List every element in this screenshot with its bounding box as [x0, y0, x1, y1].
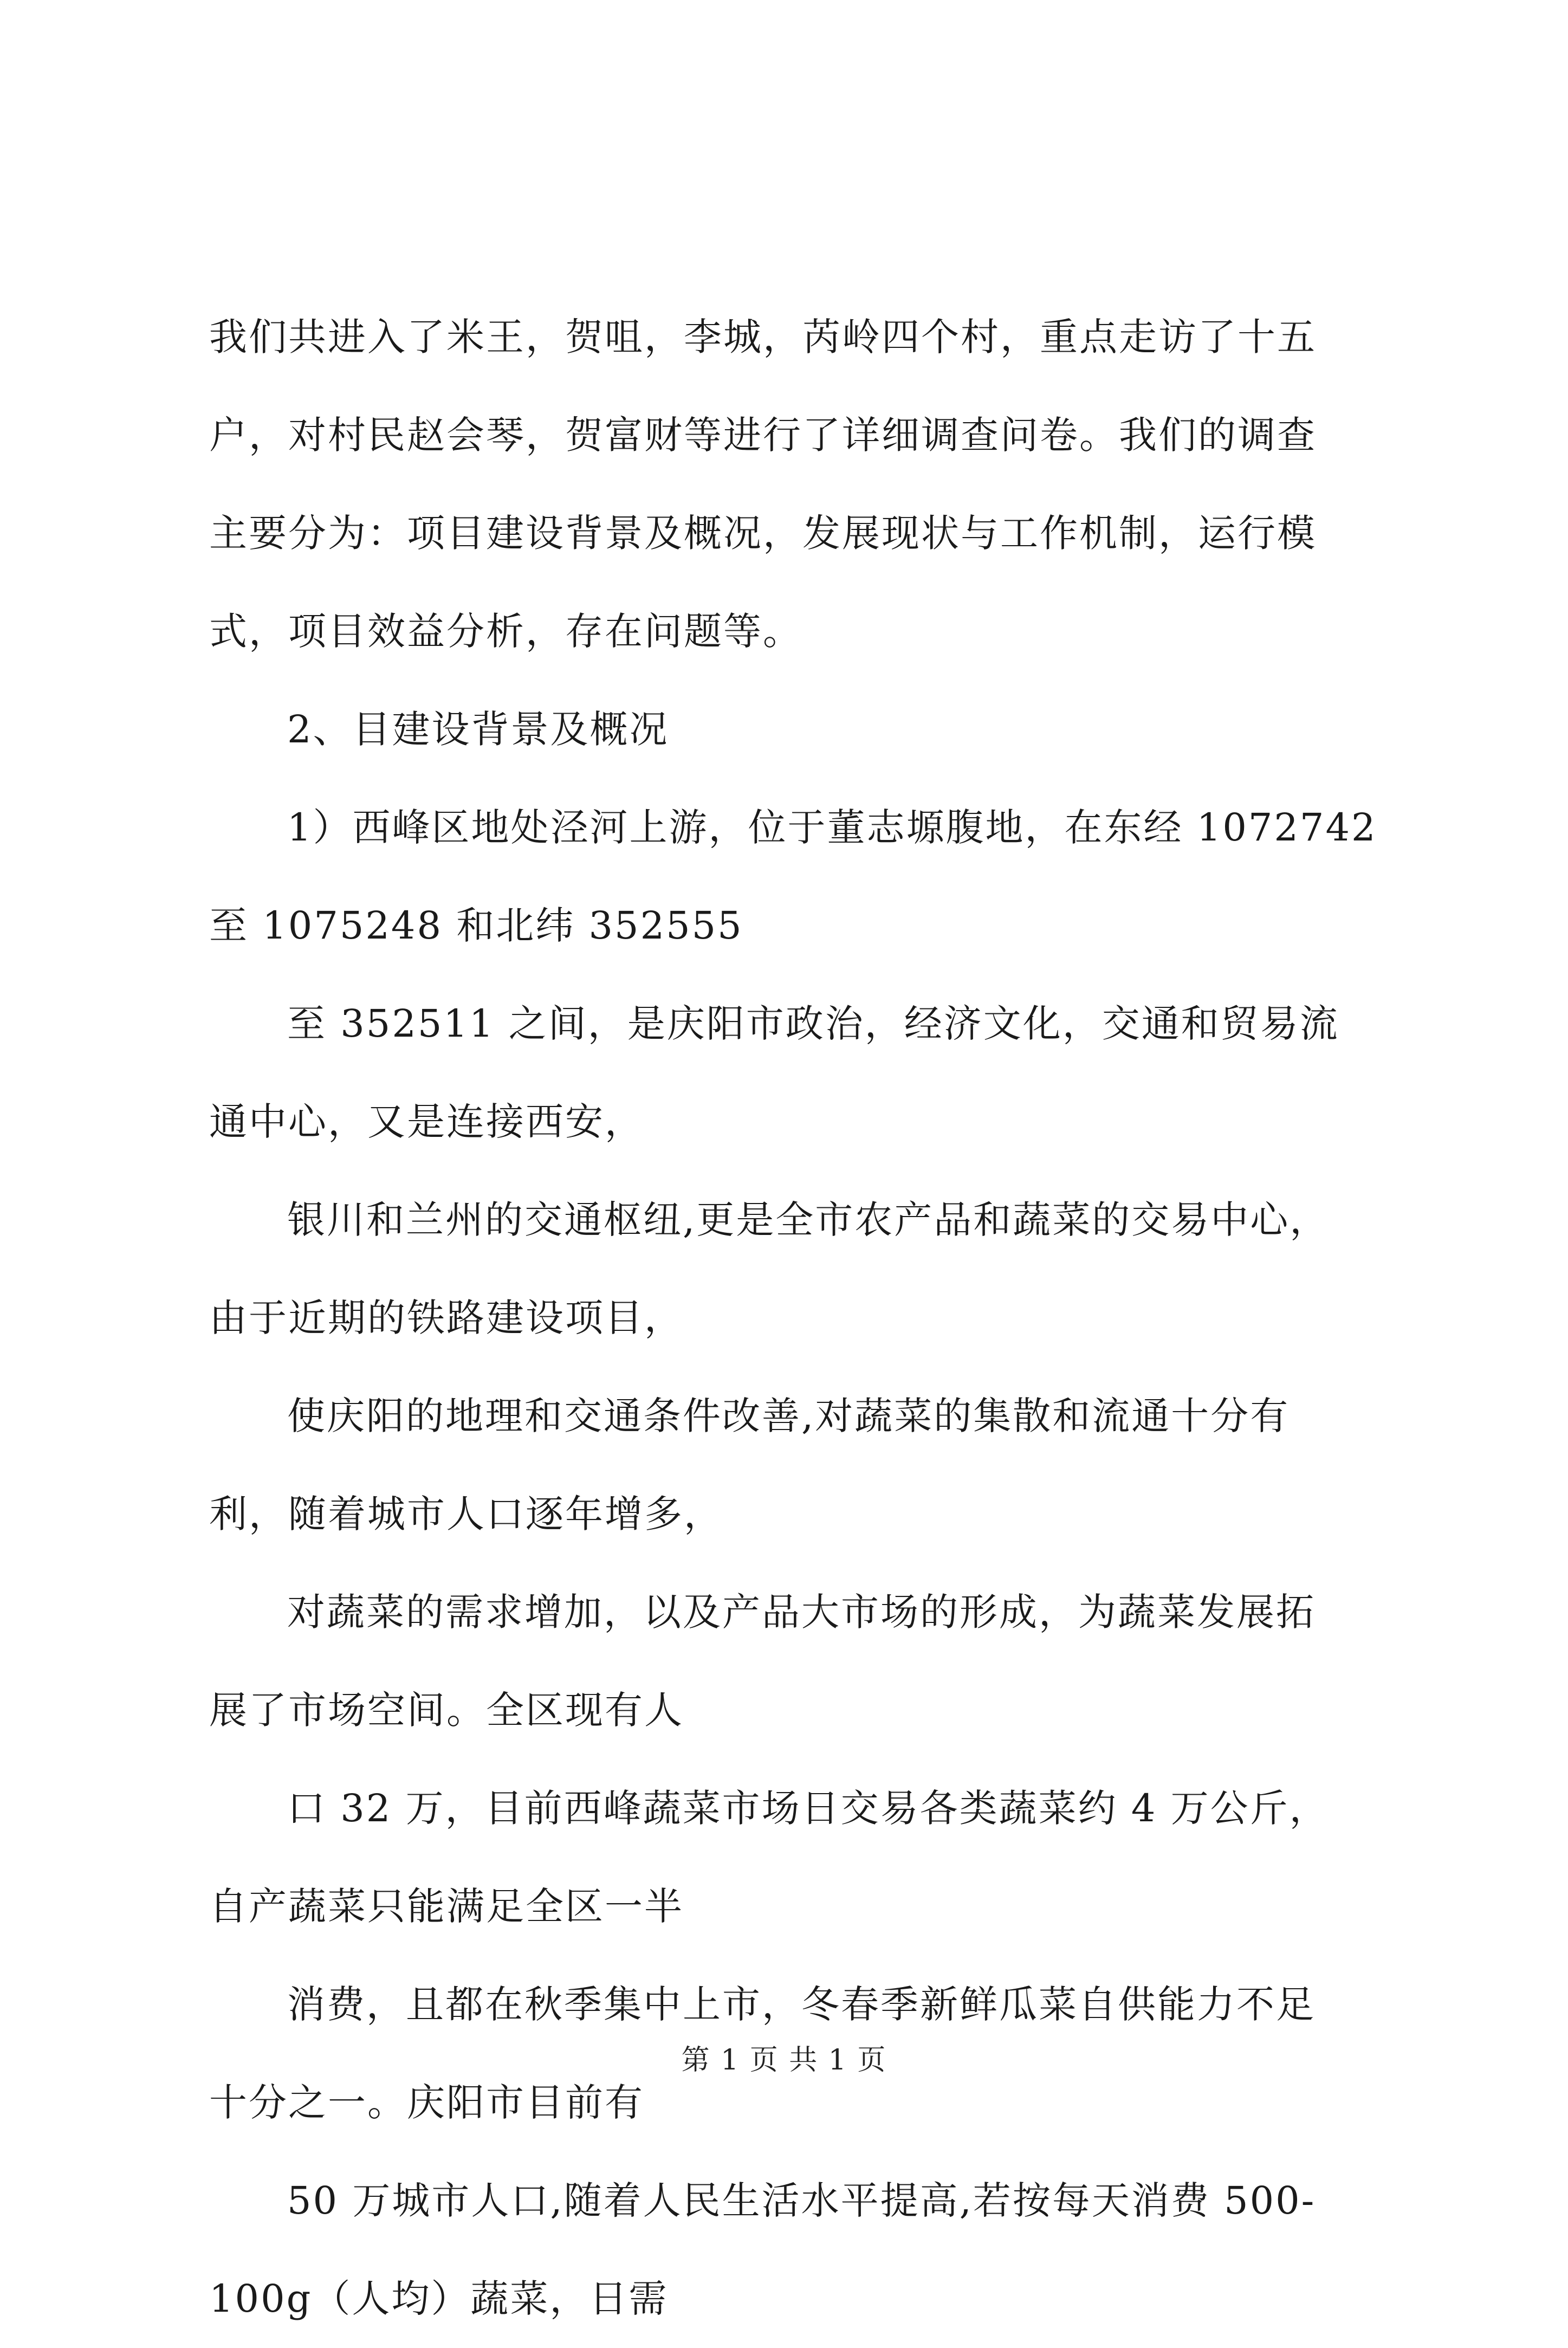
text-line: 50 万城市人口,随着人民生活水平提高,若按每天消费 500- [287, 2178, 1316, 2223]
page-footer [0, 2044, 1568, 2077]
text-line: 由于近期的铁路建设项目， [209, 1296, 684, 1340]
text-line: 100g（人均）蔬菜，日需 [209, 2276, 669, 2321]
text-line: 我们共进入了米王，贺咀，李城，芮岭四个村，重点走访了十五 [209, 315, 1317, 359]
text-line: 十分之一。庆阳市目前有 [209, 2080, 644, 2125]
text-line: 口 32 万，目前西峰蔬菜市场日交易各类蔬菜约 4 万公斤， [287, 1786, 1329, 1830]
text-line: 银川和兰州的交通枢纽,更是全市农产品和蔬菜的交易中心， [287, 1198, 1330, 1242]
text-line: 展了市场空间。全区现有人 [209, 1688, 684, 1732]
text-line: 主要分为：项目建设背景及概况，发展现状与工作机制，运行模 [209, 511, 1317, 555]
text-line: 户，对村民赵会琴，贺富财等进行了详细调查问卷。我们的调查 [209, 413, 1317, 457]
text-line: 消费，且都在秋季集中上市，冬春季新鲜瓜菜自供能力不足 [287, 1982, 1316, 2027]
text-line: 利，随着城市人口逐年增多， [209, 1492, 723, 1536]
text-line: 使庆阳的地理和交通条件改善,对蔬菜的集散和流通十分有 [287, 1394, 1290, 1438]
page-number-label: 第 1 页 共 1 页 [681, 2044, 887, 2077]
text-line: 通中心，又是连接西安， [209, 1099, 644, 1144]
body-text [209, 288, 1377, 2348]
text-line: 至 352511 之间，是庆阳市政治，经济文化，交通和贸易流 [287, 1001, 1339, 1046]
text-line: 自产蔬菜只能满足全区一半 [209, 1884, 684, 1929]
text-line: 1）西峰区地处泾河上游，位于董志塬腹地，在东经 1072742 [287, 805, 1377, 850]
text-line: 对蔬菜的需求增加，以及产品大市场的形成，为蔬菜发展拓 [287, 1590, 1316, 1634]
text-line: 至 1075248 和北纬 352555 [209, 903, 743, 948]
section-heading: 2、目建设背景及概况 [287, 707, 669, 752]
text-line: 式，项目效益分析，存在问题等。 [209, 609, 802, 654]
